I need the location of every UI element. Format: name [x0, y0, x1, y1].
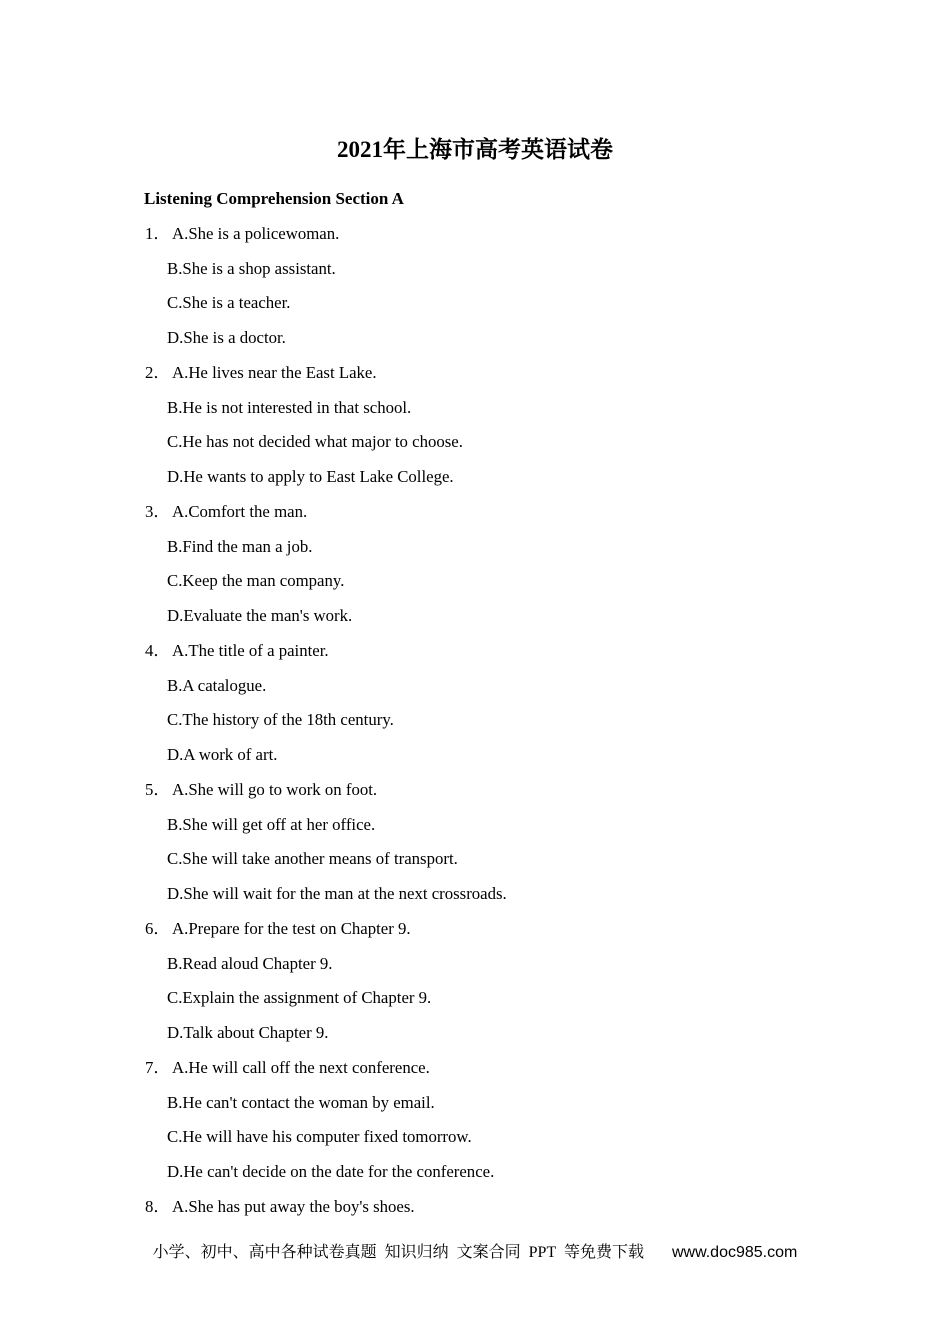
question-line [145, 634, 950, 669]
option-text: D.Evaluate the man's work. [167, 606, 353, 625]
option-text: D.He can't decide on the date for the conference. [167, 1162, 495, 1181]
option-text: B.He can't contact the woman by email. [167, 1092, 435, 1112]
option-line [167, 877, 950, 912]
option-text: D.He wants to apply to East Lake College. [167, 467, 454, 486]
option-text: A.He will call off the next conference. [172, 1057, 430, 1077]
option-text: B.She is a shop assistant. [167, 258, 336, 278]
question-number: 7． [145, 1057, 171, 1077]
question-line [145, 773, 950, 808]
option-text: A.Comfort the man. [172, 501, 308, 521]
question-list [0, 217, 950, 1225]
option-line [167, 1016, 950, 1051]
question-number: 6． [145, 918, 171, 938]
option-line [167, 530, 950, 565]
option-line [167, 425, 950, 460]
option-text: D.She will wait for the man at the next crossroads. [167, 884, 507, 903]
option-line [167, 981, 950, 1016]
option-text: C.She is a teacher. [167, 293, 291, 313]
option-text: C.She will take another means of transport. [167, 849, 458, 869]
option-text: B.Find the man a job. [167, 536, 313, 556]
option-line [167, 599, 950, 634]
option-text: A.He lives near the East Lake. [172, 362, 377, 382]
question-line [145, 1190, 950, 1225]
option-text: C.The history of the 18th century. [167, 710, 394, 730]
question-line [145, 495, 950, 530]
option-text: A.She will go to work on foot. [172, 779, 378, 799]
option-line [167, 564, 950, 599]
option-line [167, 669, 950, 704]
option-text: D.A work of art. [167, 745, 278, 764]
option-line [167, 703, 950, 738]
option-line [167, 391, 950, 426]
option-text: A.She is a policewoman. [172, 223, 340, 243]
exam-content [0, 182, 950, 1225]
page-title: 2021年上海市高考英语试卷 [337, 137, 613, 162]
footer-site-link[interactable]: www.doc985.com [671, 1244, 798, 1261]
option-line [167, 252, 950, 287]
option-line [167, 1120, 950, 1155]
option-text: C.He has not decided what major to choose. [167, 432, 463, 452]
question-number: 8． [145, 1196, 171, 1216]
option-text: A.The title of a painter. [172, 640, 329, 660]
question-line [145, 217, 950, 252]
option-text: D.Talk about Chapter 9. [167, 1023, 329, 1042]
question-number: 2． [145, 362, 171, 382]
option-line [167, 842, 950, 877]
option-text: B.Read aloud Chapter 9. [167, 953, 333, 973]
question-number: 1． [145, 223, 171, 243]
option-text: A.She has put away the boy's shoes. [172, 1196, 415, 1216]
question-number: 3． [145, 501, 171, 521]
page-footer [0, 1243, 950, 1263]
option-text: B.A catalogue. [167, 675, 267, 695]
option-text: C.Explain the assignment of Chapter 9. [167, 988, 432, 1008]
option-line [167, 1155, 950, 1190]
option-line [167, 1086, 950, 1121]
option-line [167, 738, 950, 773]
option-text: D.She is a doctor. [167, 328, 286, 347]
question-line [145, 1051, 950, 1086]
option-text: A.Prepare for the test on Chapter 9. [172, 918, 411, 938]
question-number: 4． [145, 640, 171, 660]
option-line [167, 947, 950, 982]
question-line [145, 356, 950, 391]
option-text: B.She will get off at her office. [167, 814, 376, 834]
question-line [145, 912, 950, 947]
option-text: B.He is not interested in that school. [167, 397, 412, 417]
option-line [167, 460, 950, 495]
option-text: C.He will have his computer fixed tomorrow. [167, 1127, 472, 1147]
option-line [167, 286, 950, 321]
option-line [167, 321, 950, 356]
footer-promo-text: 小学、初中、高中各种试卷真题 知识归纳 文案合同 PPT 等免费下载 [152, 1244, 644, 1261]
question-number: 5． [145, 779, 171, 799]
section-heading: Listening Comprehension Section A [144, 189, 404, 208]
option-text: C.Keep the man company. [167, 571, 345, 591]
option-line [167, 808, 950, 843]
